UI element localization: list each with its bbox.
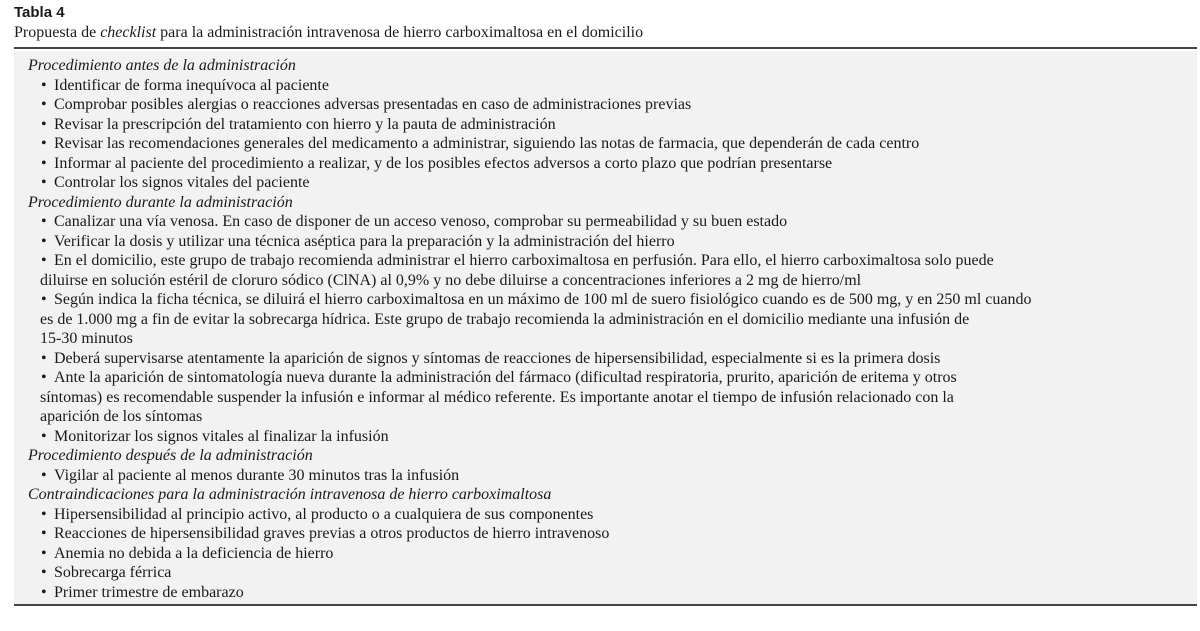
bottom-rule: [14, 604, 1197, 606]
checklist-item: [28, 173, 1188, 193]
checklist-item-text: • Monitorizar los signos vitales al finalizar la infusión: [54, 427, 389, 445]
checklist-item-text: • Vigilar al paciente al menos durante 30 minutos tras la infusión: [54, 466, 460, 484]
caption-prefix: Propuesta de: [14, 24, 101, 41]
checklist-item: [28, 115, 1188, 135]
checklist-item-text: • Informar al paciente del procedimiento a realizar, y de los posibles efectos adversos a corto plazo que podrían presentarse: [54, 154, 833, 172]
checklist-item-text: • Primer trimestre de embarazo: [54, 583, 244, 601]
checklist-item: [28, 290, 1188, 349]
checklist-item-text: • Revisar las recomendaciones generales del medicamento a administrar, siguiendo las notas de farmacia, que dependerán de cada centro: [54, 135, 920, 152]
checklist-item: [28, 427, 1188, 447]
section-heading: Procedimiento durante la administración: [28, 193, 293, 211]
checklist-item: [28, 134, 1188, 154]
checklist-item-text: • Reacciones de hipersensibilidad graves previas a otros productos de hierro intravenoso: [54, 525, 610, 542]
checklist-item-text: • Según indica la ficha técnica, se diluirá el hierro carboximaltosa en un máximo de 100 ml de suero fisiológico cuando es de 500 mg, y en 250 ml cuando: [54, 291, 1032, 308]
checklist-item: [28, 505, 1188, 525]
checklist-item: [28, 524, 1188, 544]
checklist-item: [28, 563, 1188, 583]
checklist-item-text: • Sobrecarga férrica: [54, 564, 172, 581]
caption-suffix: para la administración intravenosa de hierro carboximaltosa en el domicilio: [156, 24, 644, 41]
caption-italic-term: checklist: [100, 24, 157, 41]
table-label: Tabla 4: [14, 4, 65, 21]
section-heading: Procedimiento antes de la administración: [28, 57, 296, 74]
checklist-item: [28, 95, 1188, 115]
checklist-item: [28, 466, 1188, 486]
checklist-item: [28, 583, 1188, 603]
checklist-item-text: • Identificar de forma inequívoca al paciente: [54, 76, 329, 94]
checklist-item: [28, 349, 1188, 369]
checklist-item-text: • Verificar la dosis y utilizar una técnica aséptica para la preparación y la administración del hierro: [54, 232, 675, 250]
checklist-item-text: • Comprobar posibles alergias o reacciones adversas presentadas en caso de administraciones previas: [54, 96, 692, 113]
checklist-item-text: • Anemia no debida a la deficiencia de hierro: [54, 544, 334, 562]
checklist-item: [28, 251, 1188, 290]
checklist-item: [28, 232, 1188, 252]
checklist-item-text: • Controlar los signos vitales del paciente: [54, 174, 310, 191]
checklist-item-text: diluirse en solución estéril de cloruro sódico (ClNA) al 0,9% y no debe diluirse a concentraciones inferiores a 2 mg de hierro/ml: [40, 271, 862, 289]
checklist-item: [28, 212, 1188, 232]
section-heading: Contraindicaciones para la administración intravenosa de hierro carboximaltosa: [28, 486, 552, 503]
checklist-item: [28, 76, 1188, 96]
checklist-item-text: síntomas) es recomendable suspender la infusión e informar al médico referente. Es importante anotar el tiempo de infusión relacionado con la: [40, 388, 954, 406]
checklist-item-text: • Canalizar una vía venosa. En caso de disponer de un acceso venoso, comprobar su permeabilidad y su buen estado: [54, 213, 788, 230]
checklist-item-text: 15-30 minutos: [40, 330, 133, 347]
checklist-item-text: • Hipersensibilidad al principio activo, al producto o a cualquiera de sus componentes: [54, 505, 594, 523]
top-rule: [14, 47, 1197, 49]
section-heading: Procedimiento después de la administración: [28, 447, 313, 464]
checklist-item: [28, 368, 1188, 427]
checklist-content: [28, 56, 1188, 602]
checklist-item-text: • En el domicilio, este grupo de trabajo recomienda administrar el hierro carboximaltosa en perfusión. Para ello, el hierro carboximaltosa solo puede: [54, 252, 994, 269]
checklist-item-text: • Ante la aparición de sintomatología nueva durante la administración del fármaco (dificultad respiratoria, prurito, aparición de eritema y otros: [54, 369, 957, 386]
checklist-item-text: es de 1.000 mg a fin de evitar la sobrecarga hídrica. Este grupo de trabajo recomienda la administración en el domicilio mediante una infusión de: [40, 310, 970, 328]
checklist-item-text: aparición de los síntomas: [40, 408, 203, 425]
checklist-item-text: • Deberá supervisarse atentamente la aparición de signos y síntomas de reacciones de hipersensibilidad, especialmente si es la primera dosis: [54, 349, 941, 367]
checklist-item: [28, 154, 1188, 174]
checklist-item: [28, 544, 1188, 564]
checklist-item-text: • Revisar la prescripción del tratamiento con hierro y la pauta de administración: [54, 115, 556, 133]
table-caption: [14, 23, 643, 43]
